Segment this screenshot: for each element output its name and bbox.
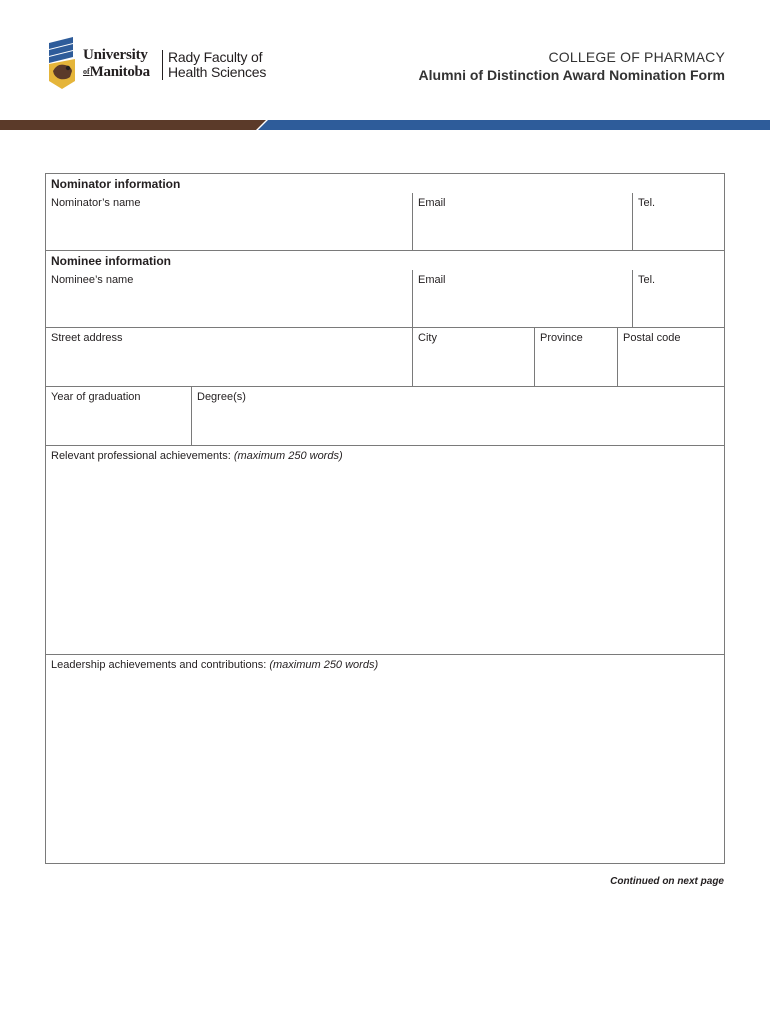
header-color-band bbox=[0, 120, 770, 130]
postal-code-label: Postal code bbox=[623, 332, 681, 344]
nominator-email-label: Email bbox=[418, 197, 446, 209]
province-label: Province bbox=[540, 332, 583, 344]
professional-achievements-label: Relevant professional achievements: bbox=[51, 450, 231, 462]
logo-divider bbox=[162, 50, 163, 80]
nominee-tel-field[interactable] bbox=[633, 270, 725, 328]
graduation-year-field[interactable] bbox=[46, 387, 192, 446]
degrees-field[interactable] bbox=[192, 387, 725, 446]
university-name-line2: Manitoba bbox=[89, 64, 150, 80]
form-title: Alumni of Distinction Award Nomination Form bbox=[418, 67, 725, 83]
leadership-achievements-note: (maximum 250 words) bbox=[269, 659, 379, 671]
degrees-label: Degree(s) bbox=[197, 391, 246, 403]
nominee-section-title: Nominee information bbox=[46, 251, 725, 271]
leadership-achievements-label: Leadership achievements and contributions: bbox=[51, 659, 267, 671]
bison-crest-icon bbox=[47, 37, 77, 89]
faculty-name-line1: Rady Faculty of bbox=[168, 49, 263, 65]
college-name: COLLEGE OF PHARMACY bbox=[548, 49, 725, 65]
nominee-email-field[interactable] bbox=[413, 270, 633, 328]
province-field[interactable] bbox=[535, 328, 618, 387]
street-address-field[interactable] bbox=[46, 328, 413, 387]
nomination-form bbox=[45, 173, 725, 864]
university-wordmark bbox=[83, 48, 150, 80]
city-field[interactable] bbox=[413, 328, 535, 387]
nominator-email-field[interactable] bbox=[413, 193, 633, 251]
document-header bbox=[419, 49, 725, 84]
nominator-tel-field[interactable] bbox=[633, 193, 725, 251]
faculty-name-line2: Health Sciences bbox=[168, 64, 267, 80]
nominee-tel-label: Tel. bbox=[638, 274, 656, 286]
graduation-year-label: Year of graduation bbox=[51, 391, 141, 403]
nominee-email-label: Email bbox=[418, 274, 446, 286]
university-logo bbox=[47, 37, 277, 89]
nominator-name-field[interactable] bbox=[46, 193, 413, 251]
nominator-section-title: Nominator information bbox=[46, 174, 725, 194]
professional-achievements-note: (maximum 250 words) bbox=[233, 450, 343, 462]
continued-note: Continued on next page bbox=[610, 876, 724, 887]
university-name-line1: University bbox=[83, 47, 148, 63]
nominee-name-label: Nominee’s name bbox=[51, 274, 134, 286]
nominator-name-label: Nominator’s name bbox=[51, 197, 141, 209]
nominator-tel-label: Tel. bbox=[638, 197, 656, 209]
nominee-name-field[interactable] bbox=[46, 270, 413, 328]
professional-achievements-field[interactable] bbox=[46, 446, 725, 655]
city-label: City bbox=[418, 332, 437, 344]
street-address-label: Street address bbox=[51, 332, 123, 344]
faculty-wordmark bbox=[168, 50, 266, 80]
postal-code-field[interactable] bbox=[618, 328, 725, 387]
university-name-of: of bbox=[83, 67, 90, 76]
leadership-achievements-field[interactable] bbox=[46, 655, 725, 864]
